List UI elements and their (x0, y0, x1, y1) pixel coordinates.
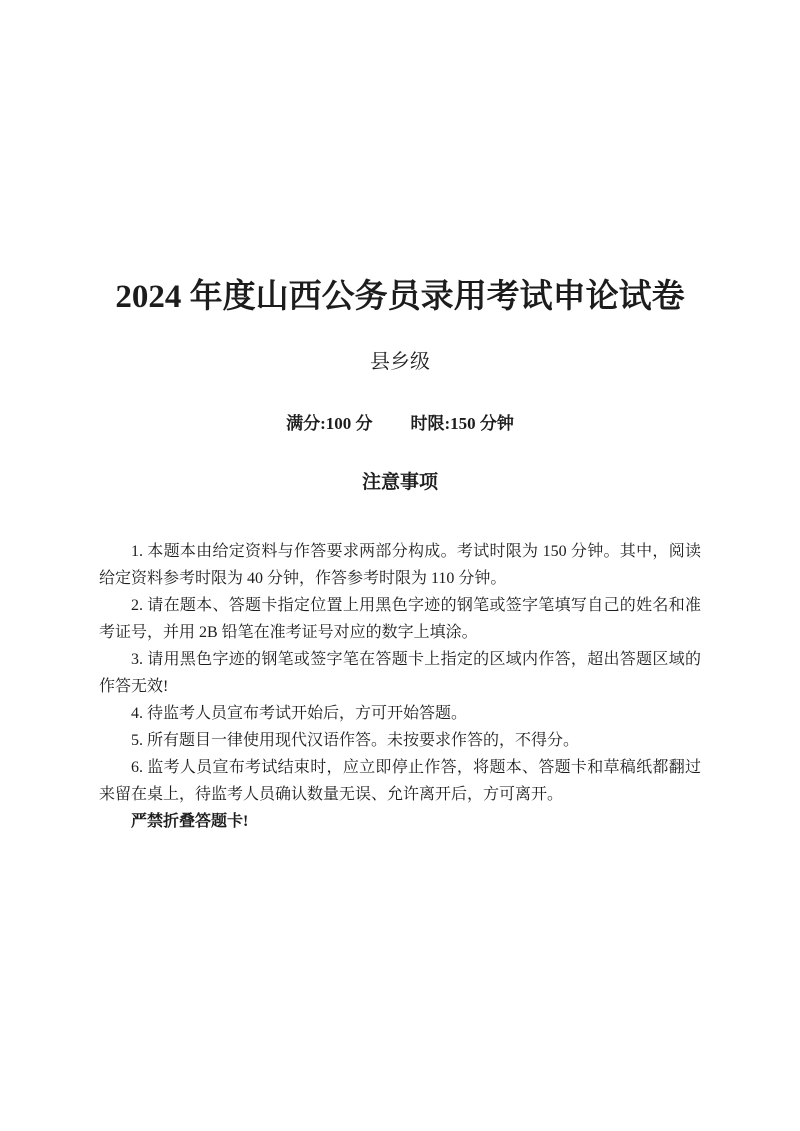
notices-list (99, 538, 701, 835)
notice-item-6: 6. 监考人员宣布考试结束时，应立即停止作答，将题本、答题卡和草稿纸都翻过来留在桌上，待监考人员确认数量无误、允许离开后，方可离开。 (99, 759, 701, 803)
notice-item-4: 4. 待监考人员宣布考试开始后，方可开始答题。 (131, 705, 468, 722)
exam-level-subtitle: 县乡级 (370, 351, 430, 373)
time-limit-label: 时限:150 分钟 (410, 414, 514, 433)
page-title: 2024 年度山西公务员录用考试申论试卷 (115, 279, 685, 315)
score-time-line (99, 412, 701, 436)
notices-section-heading: 注意事项 (361, 472, 438, 493)
fold-warning-note: 严禁折叠答题卡! (131, 813, 249, 830)
exam-cover-page (99, 0, 701, 835)
full-score-label: 满分:100 分 (286, 414, 373, 433)
notice-item-1: 1. 本题本由给定资料与作答要求两部分构成。考试时限为 150 分钟。其中，阅读给定资料参考时限为 40 分钟，作答参考时限为 110 分钟。 (99, 543, 701, 587)
notice-item-2: 2. 请在题本、答题卡指定位置上用黑色字迹的钢笔或签字笔填写自己的姓名和准考证号，并用 2B 铅笔在准考证号对应的数字上填涂。 (99, 597, 701, 641)
notice-item-5: 5. 所有题目一律使用现代汉语作答。未按要求作答的，不得分。 (131, 732, 580, 749)
notice-item-3: 3. 请用黑色字迹的钢笔或签字笔在答题卡上指定的区域内作答，超出答题区域的作答无效! (99, 651, 701, 695)
